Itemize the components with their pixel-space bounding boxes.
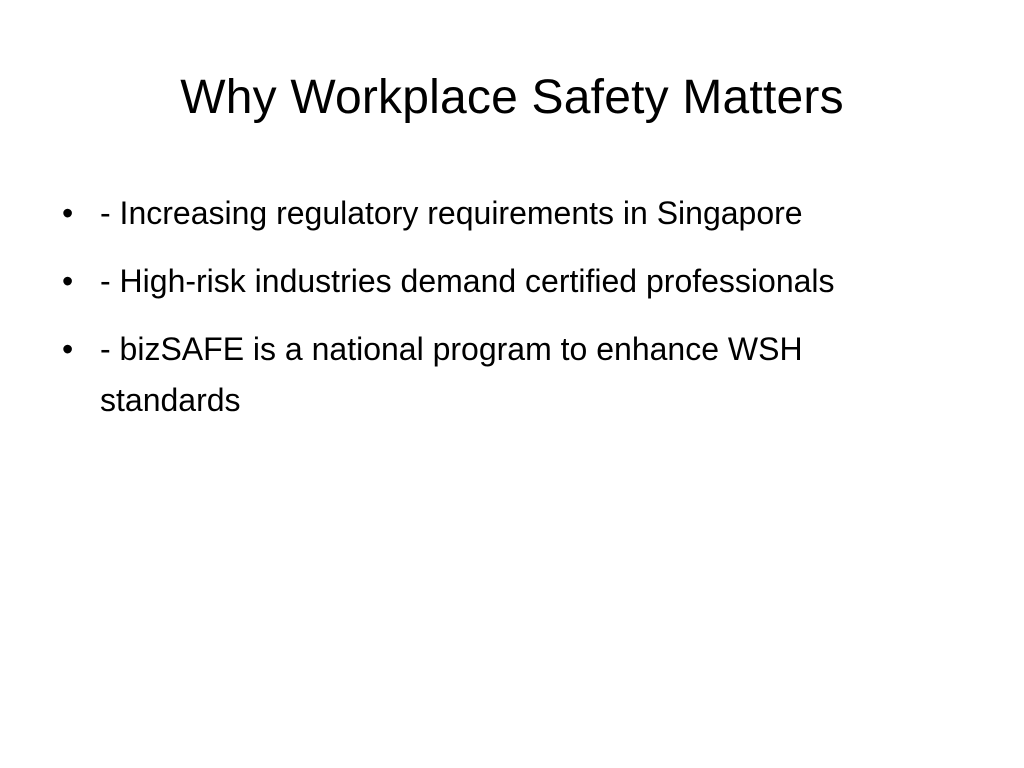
bullet-item — [62, 256, 942, 307]
bullet-icon: • — [62, 263, 74, 299]
bullet-icon: • — [62, 331, 74, 367]
bullet-item — [62, 188, 942, 239]
bullet-icon: • — [62, 195, 74, 231]
bullet-text: - bizSAFE is a national program to enhance WSH standards — [100, 331, 803, 418]
bullet-list — [62, 188, 942, 443]
bullet-text: - Increasing regulatory requirements in Singapore — [100, 195, 803, 231]
slide-title: Why Workplace Safety Matters — [180, 71, 844, 124]
bullet-text: - High-risk industries demand certified professionals — [100, 263, 835, 299]
bullet-item — [62, 324, 942, 426]
